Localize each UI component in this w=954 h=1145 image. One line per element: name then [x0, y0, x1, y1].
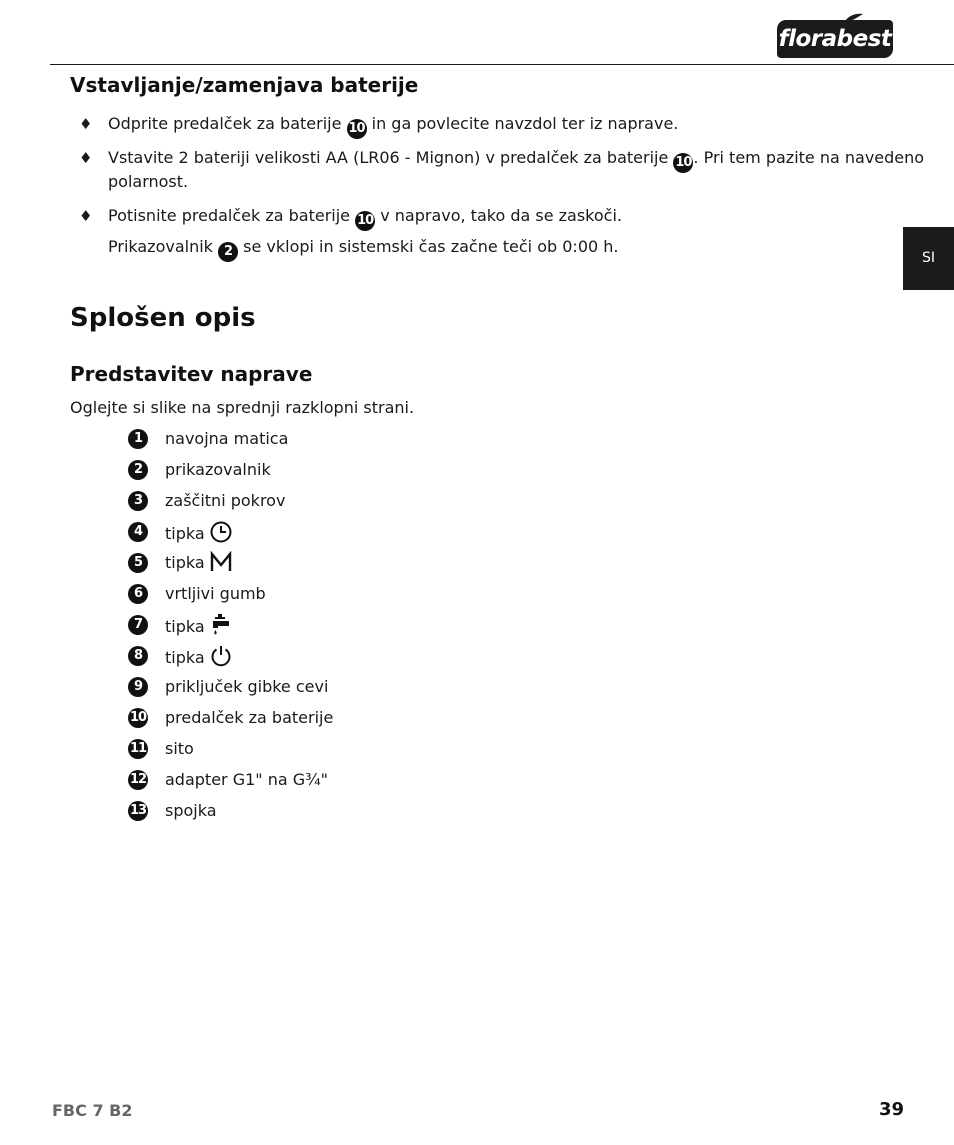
part-label: predalček za baterije	[165, 708, 334, 727]
part-label: zaščitni pokrov	[165, 491, 286, 510]
overview-heading: Splošen opis	[70, 303, 256, 333]
part-label: vrtljivi gumb	[165, 584, 266, 603]
part-label: priključek gibke cevi	[165, 677, 329, 696]
model-name: FBC 7 B2	[52, 1101, 133, 1120]
intro-text: Oglejte si slike na sprednji razklopni strani.	[70, 398, 415, 417]
part-label: navojna matica	[165, 429, 289, 448]
part-number-badge: 1	[128, 429, 148, 449]
part-label: adapter G1" na G¾"	[165, 770, 329, 789]
part-label-with-icon	[165, 644, 233, 670]
part-label: tipka	[165, 553, 205, 572]
part-number-badge: 12	[128, 770, 148, 790]
faucet-icon	[209, 613, 231, 637]
bullet-1: ♦	[79, 115, 93, 133]
step-text: Prikazovalnik	[108, 237, 213, 256]
part-number-badge: 10	[347, 119, 367, 139]
battery-step-3	[108, 204, 622, 231]
step-text: . Pri tem pazite na navedeno	[693, 148, 925, 167]
language-tab: SI	[903, 227, 954, 290]
part-number-badge: 3	[128, 491, 148, 511]
brand-logo: florabest	[777, 20, 893, 58]
battery-step-2-line2: polarnost.	[108, 172, 189, 191]
part-label: tipka	[165, 617, 205, 636]
part-label: tipka	[165, 648, 205, 667]
part-number-badge: 10	[355, 211, 375, 231]
part-number-badge: 10	[128, 708, 148, 728]
part-label-with-icon	[165, 520, 233, 546]
bullet-3: ♦	[79, 207, 93, 225]
part-number-badge: 8	[128, 646, 148, 666]
part-number-badge: 2	[128, 460, 148, 480]
step-text: in ga povlecite navzdol ter iz naprave.	[371, 114, 679, 133]
part-number-badge: 4	[128, 522, 148, 542]
step-text: Potisnite predalček za baterije	[108, 206, 351, 225]
clock-icon	[209, 520, 233, 544]
part-label-with-icon	[165, 551, 233, 575]
part-number-badge: 6	[128, 584, 148, 604]
bullet-2: ♦	[79, 149, 93, 167]
part-label: tipka	[165, 524, 205, 543]
step-text: se vklopi in sistemski čas začne teči ob 0:00 h.	[243, 237, 619, 256]
power-icon	[209, 644, 233, 668]
part-number-badge: 7	[128, 615, 148, 635]
step-text: Odprite predalček za baterije	[108, 114, 342, 133]
part-number-badge: 5	[128, 553, 148, 573]
part-number-badge: 9	[128, 677, 148, 697]
header-rule	[50, 64, 954, 65]
battery-step-3-continued	[108, 235, 618, 262]
battery-step-2	[108, 146, 924, 173]
step-text: v napravo, tako da se zaskoči.	[380, 206, 622, 225]
m-letter-icon	[209, 551, 233, 573]
part-number-badge: 10	[673, 153, 693, 173]
battery-step-1	[108, 112, 678, 139]
part-number-badge: 11	[128, 739, 148, 759]
part-number-badge: 2	[218, 242, 238, 262]
battery-heading: Vstavljanje/zamenjava baterije	[70, 73, 419, 97]
part-label: spojka	[165, 801, 217, 820]
page-number: 39	[879, 1099, 905, 1120]
part-label-with-icon	[165, 613, 231, 639]
device-intro-heading: Predstavitev naprave	[70, 362, 313, 386]
step-text: Vstavite 2 bateriji velikosti AA (LR06 - Mignon) v predalček za baterije	[108, 148, 669, 167]
part-label: sito	[165, 739, 194, 758]
part-label: prikazovalnik	[165, 460, 271, 479]
part-number-badge: 13	[128, 801, 148, 821]
